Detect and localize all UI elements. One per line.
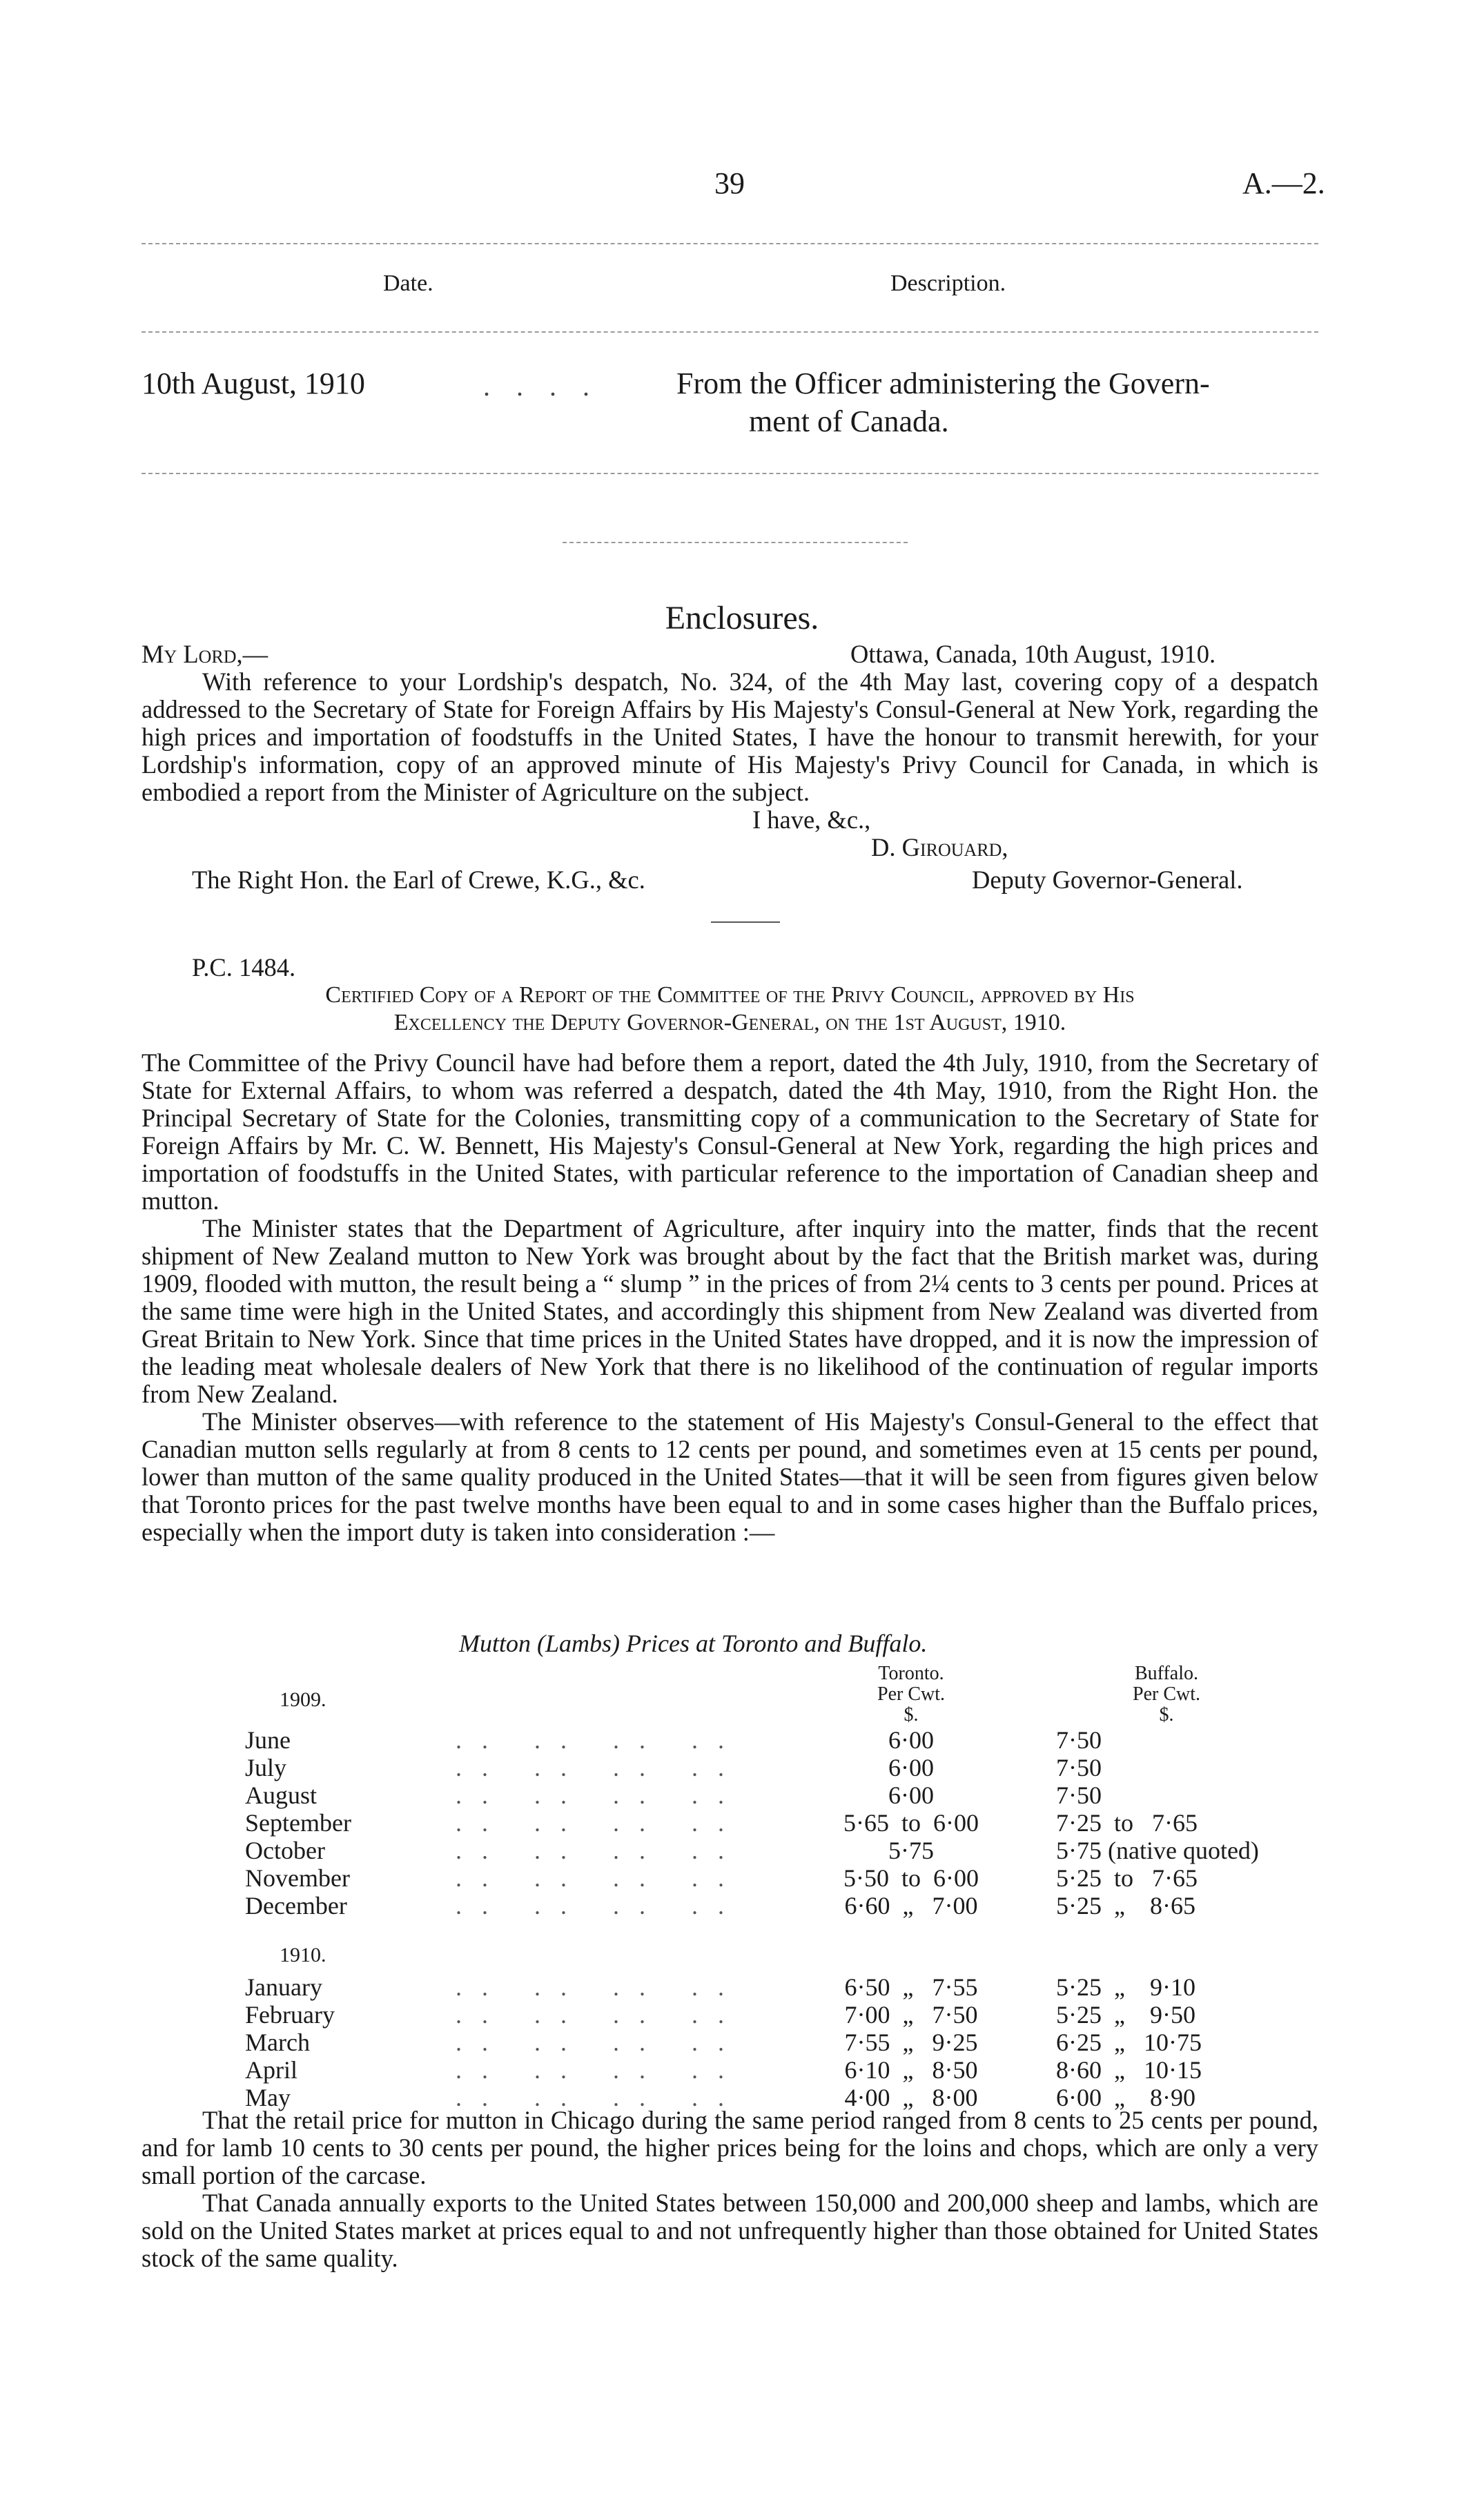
row-leader: . . . . . . . . bbox=[456, 1726, 731, 1754]
section-divider bbox=[563, 542, 908, 543]
row-leader: . . . . . . . . bbox=[456, 1781, 731, 1809]
buffalo-price-cell: 5·25 „ 9·10 bbox=[1056, 1973, 1195, 2001]
column-header-divider bbox=[141, 331, 1318, 333]
toronto-unit: Per Cwt. bbox=[877, 1683, 945, 1705]
row-leader: . . . . . . . . bbox=[456, 1892, 731, 1919]
month-cell: June bbox=[245, 1726, 291, 1754]
buffalo-unit: Per Cwt. bbox=[1133, 1683, 1200, 1705]
pc-paragraph-3: The Minister observes—with reference to the statement of His Majesty's Consul-General to the effect that Canadian mutton sells regularly at from 8 cents to 12 cents per pound, and sometimes even at 15 cents per pound, lower than mutton of the same quality produced in the United States—that it will be seen from figures given below that Toronto prices for the past twelve months have been equal to and in some cases higher than the Buffalo prices, especially when the import duty is taken into consideration :— bbox=[141, 1407, 1318, 1546]
buffalo-price-cell: 7·50 bbox=[1056, 1781, 1102, 1809]
salutation-text: My Lord,— bbox=[141, 640, 269, 668]
pc-title-line-1: Certified Copy of a Report of the Committee of the Privy Council, approved by His bbox=[325, 982, 1135, 1008]
row-leader: . . . . . . . . bbox=[456, 1809, 731, 1837]
toronto-price-cell: 6·50 „ 7·55 bbox=[844, 1973, 978, 2001]
signatory-title: Deputy Governor-General. bbox=[972, 866, 1243, 894]
addressee: The Right Hon. the Earl of Crewe, K.G., &c. bbox=[192, 866, 645, 894]
price-row bbox=[0, 1781, 1484, 1808]
document-code: A.—2. bbox=[1242, 166, 1325, 200]
toronto-price-cell: 7·55 „ 9·25 bbox=[844, 2029, 978, 2056]
row-leader: . . . . . . . . bbox=[456, 2084, 731, 2111]
entry-description-line-1: From the Officer administering the Govern- bbox=[676, 367, 1210, 400]
letter-closing: I have, &c., bbox=[752, 805, 871, 834]
place-date: Ottawa, Canada, 10th August, 1910. bbox=[850, 640, 1216, 668]
pc-paragraph-2: The Minister states that the Department of Agriculture, after inquiry into the matter, finds that the recent shipment of New Zealand mutton to New York was brought about by the fact that the British market was, during 1909, flooded with mutton, the result being a “ slump ” in the prices of from 2¼ cents to 3 cents per pound. Prices at the same time were high in the United States, and accordingly this shipment from New Zealand was diverted from Great Britain to New York. Since that time prices in the United States have dropped, and it is now the impression of the leading meat wholesale dealers of New York that there is no likelihood of the continuation of regular imports from New Zealand. bbox=[141, 1214, 1318, 1408]
month-cell: July bbox=[245, 1754, 287, 1781]
toronto-price-cell: 5·65 to 6·00 bbox=[843, 1809, 979, 1837]
pc-body bbox=[141, 1049, 1318, 1546]
buffalo-price-cell: 7·50 bbox=[1056, 1754, 1102, 1781]
price-row bbox=[0, 1753, 1484, 1781]
toronto-price-cell: 6·00 bbox=[888, 1726, 934, 1754]
row-leader: . . . . . . . . bbox=[456, 2056, 731, 2084]
date-column-header: Date. bbox=[383, 271, 433, 296]
price-row bbox=[0, 1864, 1484, 1891]
letter-paragraph: With reference to your Lordship's despatch, No. 324, of the 4th May last, covering copy of a despatch addressed to the Secretary of State for Foreign Affairs by His Majesty's Consul-General at New York, regarding the high prices and importation of foodstuffs in the United States, I have the honour to transmit herewith, for your Lordship's information, copy of an approved minute of His Majesty's Privy Council for Canada, in which is embodied a report from the Minister of Agriculture on the subject. bbox=[141, 667, 1318, 806]
enclosure-letter-body bbox=[141, 668, 1318, 806]
toronto-price-cell: 4·00 „ 8·00 bbox=[844, 2084, 978, 2111]
price-row bbox=[0, 1836, 1484, 1864]
row-leader: . . . . . . . . bbox=[456, 1754, 731, 1781]
pc-paragraph-5: That Canada annually exports to the United States between 150,000 and 200,000 sheep and lambs, which are sold on the United States market at prices equal to and not unfrequently higher than those obtained for United States stock of the same quality. bbox=[141, 2189, 1318, 2272]
pc-reference: P.C. 1484. bbox=[192, 953, 296, 981]
entry-date: 10th August, 1910 bbox=[141, 367, 365, 400]
toronto-price-cell: 6·00 bbox=[888, 1781, 934, 1809]
row-leader: . . . . . . . . bbox=[456, 2001, 731, 2029]
signature-text: D. Girouard, bbox=[871, 833, 1008, 861]
row-leader: . . . . . . . . bbox=[456, 1837, 731, 1864]
page-number: 39 bbox=[714, 166, 745, 200]
pc-paragraph-4: That the retail price for mutton in Chicago during the same period ranged from 8 cents to 25 cents per pound, and for lamb 10 cents to 30 cents per pound, the higher prices being for the loins and chops, which are only a very small portion of the carcase. bbox=[141, 2106, 1318, 2189]
price-row bbox=[0, 1726, 1484, 1753]
toronto-city: Toronto. bbox=[878, 1663, 944, 1684]
buffalo-price-cell: 5·75 (native quoted) bbox=[1056, 1837, 1259, 1864]
month-cell: January bbox=[245, 1973, 322, 2001]
entry-divider bbox=[141, 473, 1318, 474]
pc-title-line-2: Excellency the Deputy Governor-General, on the 1st August, 1910. bbox=[393, 1010, 1066, 1035]
buffalo-price-cell: 6·00 „ 8·90 bbox=[1056, 2084, 1195, 2111]
entry-leader: . . . . bbox=[483, 371, 599, 402]
buffalo-header bbox=[1077, 1663, 1256, 1726]
month-cell: November bbox=[245, 1864, 350, 1892]
buffalo-city: Buffalo. bbox=[1134, 1663, 1199, 1684]
price-row bbox=[0, 2055, 1484, 2083]
entry-description-line-2: ment of Canada. bbox=[749, 404, 949, 438]
header-divider bbox=[141, 243, 1318, 244]
row-leader: . . . . . . . . bbox=[456, 1973, 731, 2001]
buffalo-price-cell: 5·25 „ 9·50 bbox=[1056, 2001, 1195, 2029]
letter-signature bbox=[871, 834, 1008, 861]
month-cell: April bbox=[245, 2056, 297, 2084]
month-cell: May bbox=[245, 2084, 291, 2111]
price-table-title: Mutton (Lambs) Prices at Toronto and Buffalo. bbox=[459, 1630, 928, 1657]
enclosures-heading: Enclosures. bbox=[665, 600, 819, 636]
price-row bbox=[0, 2028, 1484, 2055]
salutation bbox=[141, 641, 268, 668]
short-divider bbox=[711, 921, 780, 923]
buffalo-currency: $. bbox=[1159, 1704, 1174, 1726]
description-column-header: Description. bbox=[890, 271, 1006, 296]
toronto-header bbox=[811, 1663, 1011, 1726]
price-row bbox=[0, 2000, 1484, 2028]
price-row bbox=[0, 1891, 1484, 1919]
month-cell: March bbox=[245, 2029, 310, 2056]
buffalo-price-cell: 5·25 „ 8·65 bbox=[1056, 1892, 1195, 1919]
row-leader: . . . . . . . . bbox=[456, 2029, 731, 2056]
year-1909-label: 1909. bbox=[280, 1688, 326, 1711]
month-cell: February bbox=[245, 2001, 335, 2029]
toronto-price-cell: 6·60 „ 7·00 bbox=[844, 1892, 978, 1919]
year-1910-label: 1910. bbox=[280, 1944, 326, 1966]
month-cell: August bbox=[245, 1781, 318, 1809]
buffalo-price-cell: 6·25 „ 10·75 bbox=[1056, 2029, 1202, 2056]
buffalo-price-cell: 8·60 „ 10·15 bbox=[1056, 2056, 1202, 2084]
toronto-price-cell: 7·00 „ 7·50 bbox=[844, 2001, 978, 2029]
toronto-price-cell: 6·10 „ 8·50 bbox=[844, 2056, 978, 2084]
row-leader: . . . . . . . . bbox=[456, 1864, 731, 1892]
month-cell: October bbox=[245, 1837, 325, 1864]
toronto-price-cell: 5·75 bbox=[888, 1837, 934, 1864]
toronto-price-cell: 5·50 to 6·00 bbox=[843, 1864, 979, 1892]
month-cell: September bbox=[245, 1809, 351, 1837]
pc-closing-body bbox=[141, 2107, 1318, 2272]
buffalo-price-cell: 7·50 bbox=[1056, 1726, 1102, 1754]
month-cell: December bbox=[245, 1892, 347, 1919]
pc-paragraph-1: The Committee of the Privy Council have had before them a report, dated the 4th July, 1910, from the Secretary of State for External Affairs, to whom was referred a despatch, dated the 4th May, 1910, from the Right Hon. the Principal Secretary of State for the Colonies, transmitting copy of a communication to the Secretary of State for Foreign Affairs by Mr. C. W. Bennett, His Majesty's Consul-General at New York, regarding the high prices and importation of foodstuffs in the United States, with particular reference to the importation of Canadian sheep and mutton. bbox=[141, 1048, 1318, 1215]
buffalo-price-cell: 5·25 to 7·65 bbox=[1056, 1864, 1198, 1892]
toronto-price-cell: 6·00 bbox=[888, 1754, 934, 1781]
buffalo-price-cell: 7·25 to 7·65 bbox=[1056, 1809, 1198, 1837]
price-row bbox=[0, 1808, 1484, 1836]
price-row bbox=[0, 1973, 1484, 2000]
toronto-currency: $. bbox=[904, 1704, 919, 1726]
